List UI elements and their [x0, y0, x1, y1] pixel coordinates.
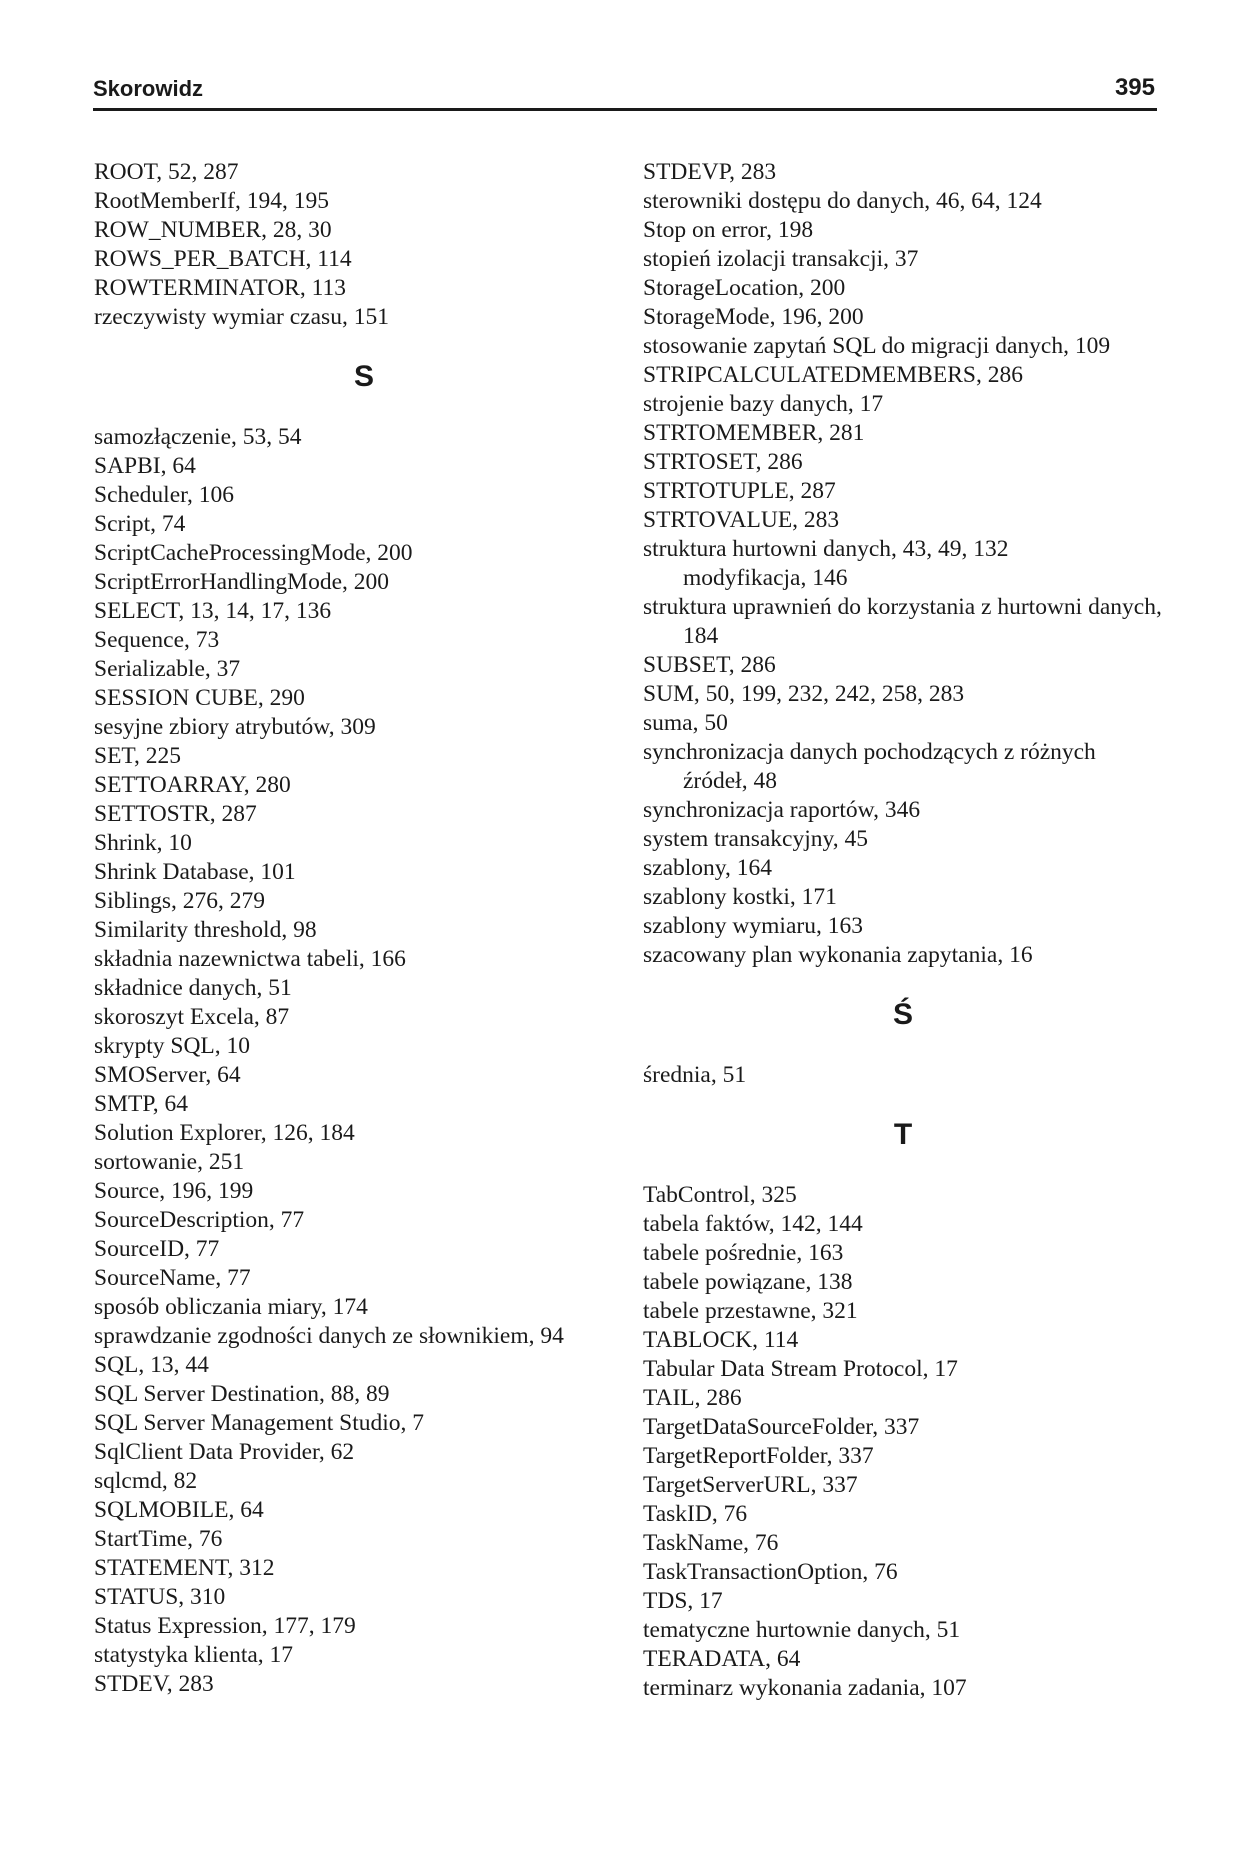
index-entry: synchronizacja raportów, 346 [643, 797, 921, 823]
index-entry: Status Expression, 177, 179 [94, 1613, 356, 1639]
index-entry: SESSION CUBE, 290 [94, 685, 305, 711]
index-entry: skrypty SQL, 10 [94, 1033, 251, 1059]
index-entry: suma, 50 [643, 710, 728, 736]
running-header [93, 72, 1157, 111]
index-entry: TABLOCK, 114 [643, 1327, 799, 1353]
index-entry: ROOT, 52, 287 [94, 159, 239, 185]
index-entry: STDEVP, 283 [643, 159, 777, 185]
index-entry: ROWTERMINATOR, 113 [94, 275, 346, 301]
index-entry: sesyjne zbiory atrybutów, 309 [94, 714, 376, 740]
index-entry: SELECT, 13, 14, 17, 136 [94, 598, 332, 624]
index-entry: ScriptCacheProcessingMode, 200 [94, 540, 413, 566]
index-entry: TargetReportFolder, 337 [643, 1443, 874, 1469]
index-entry: SETTOARRAY, 280 [94, 772, 291, 798]
index-entry: Similarity threshold, 98 [94, 917, 317, 943]
index-entry: składnia nazewnictwa tabeli, 166 [94, 946, 406, 972]
index-entry: strojenie bazy danych, 17 [643, 391, 884, 417]
index-entry: sqlcmd, 82 [94, 1468, 198, 1494]
index-entry: sortowanie, 251 [94, 1149, 245, 1175]
index-entry: Sequence, 73 [94, 627, 220, 653]
index-entry: Source, 196, 199 [94, 1178, 254, 1204]
index-entry: sposób obliczania miary, 174 [94, 1294, 368, 1320]
index-entry: szablony kostki, 171 [643, 884, 837, 910]
index-entry: szablony, 164 [643, 855, 773, 881]
index-entry: synchronizacja danych pochodzących z różnych źródeł, 48 [643, 739, 1096, 794]
index-entry: STATUS, 310 [94, 1584, 226, 1610]
index-group-s-acute [643, 1061, 1163, 1090]
index-entry: TAIL, 286 [643, 1385, 742, 1411]
index-entry: SUM, 50, 199, 232, 242, 258, 283 [643, 681, 965, 707]
index-entry: SET, 225 [94, 743, 182, 769]
index-entry: SETTOSTR, 287 [94, 801, 257, 827]
index-entry: tabele pośrednie, 163 [643, 1240, 844, 1266]
index-entry: stosowanie zapytań SQL do migracji danych, 109 [643, 333, 1111, 359]
index-entry: skoroszyt Excela, 87 [94, 1004, 290, 1030]
index-entry: SourceName, 77 [94, 1265, 251, 1291]
index-entry: SQL Server Destination, 88, 89 [94, 1381, 390, 1407]
index-group-r-continued [94, 158, 634, 332]
index-entry: STATEMENT, 312 [94, 1555, 275, 1581]
index-entry: tabela faktów, 142, 144 [643, 1211, 863, 1237]
index-entry: TabControl, 325 [643, 1182, 797, 1208]
index-entry: Script, 74 [94, 511, 186, 537]
page-number: 395 [1114, 74, 1155, 101]
index-entry: struktura uprawnień do korzystania z hurtowni danych, 184 [643, 594, 1162, 649]
index-entry: StorageLocation, 200 [643, 275, 846, 301]
index-entry: Solution Explorer, 126, 184 [94, 1120, 355, 1146]
index-entry: szablony wymiaru, 163 [643, 913, 863, 939]
index-entry: ROWS_PER_BATCH, 114 [94, 246, 352, 272]
index-entry: STDEV, 283 [94, 1671, 214, 1697]
index-entry: STRIPCALCULATEDMEMBERS, 286 [643, 362, 1023, 388]
index-entry: RootMemberIf, 194, 195 [94, 188, 329, 214]
index-group-t [643, 1181, 1163, 1703]
index-column-left [94, 158, 634, 1699]
index-entry: Shrink Database, 101 [94, 859, 296, 885]
index-subentry: modyfikacja, 146 [683, 565, 848, 591]
index-entry: STRTOVALUE, 283 [643, 507, 840, 533]
index-column-right [643, 158, 1163, 1703]
index-group-s [94, 423, 634, 1699]
index-entry: system transakcyjny, 45 [643, 826, 868, 852]
index-entry: tematyczne hurtownie danych, 51 [643, 1617, 961, 1643]
index-entry: tabele powiązane, 138 [643, 1269, 853, 1295]
index-entry: ScriptErrorHandlingMode, 200 [94, 569, 390, 595]
index-entry: STRTOSET, 286 [643, 449, 803, 475]
index-entry: składnice danych, 51 [94, 975, 292, 1001]
index-entry: SourceID, 77 [94, 1236, 220, 1262]
section-letter-s-acute: Ś [892, 998, 913, 1031]
index-entry: SMTP, 64 [94, 1091, 189, 1117]
index-group-s-continued-b [643, 651, 1163, 738]
index-entry: sprawdzanie zgodności danych ze słownikiem, 94 [94, 1323, 564, 1349]
index-entry: SUBSET, 286 [643, 652, 776, 678]
index-entry: SourceDescription, 77 [94, 1207, 305, 1233]
index-entry: stopień izolacji transakcji, 37 [643, 246, 919, 272]
section-letter-t: T [893, 1118, 913, 1151]
index-entry: SQL Server Management Studio, 7 [94, 1410, 425, 1436]
index-entry: struktura hurtowni danych, 43, 49, 132 [643, 536, 1009, 562]
index-entry: SqlClient Data Provider, 62 [94, 1439, 355, 1465]
index-entry: TERADATA, 64 [643, 1646, 801, 1672]
running-title: Skorowidz [93, 76, 204, 101]
index-entry: Shrink, 10 [94, 830, 192, 856]
index-entry: SMOServer, 64 [94, 1062, 241, 1088]
section-letter-s: S [353, 360, 374, 393]
index-entry: TaskID, 76 [643, 1501, 748, 1527]
index-entry: TargetServerURL, 337 [643, 1472, 858, 1498]
index-entry: statystyka klienta, 17 [94, 1642, 294, 1668]
index-entry: samozłączenie, 53, 54 [94, 424, 302, 450]
index-entry: Siblings, 276, 279 [94, 888, 266, 914]
index-entry: TDS, 17 [643, 1588, 723, 1614]
index-entry: StorageMode, 196, 200 [643, 304, 864, 330]
index-entry: tabele przestawne, 321 [643, 1298, 858, 1324]
index-group-s-continued-a [643, 158, 1163, 564]
index-entry: Stop on error, 198 [643, 217, 814, 243]
index-entry: TaskName, 76 [643, 1530, 779, 1556]
index-entry: TargetDataSourceFolder, 337 [643, 1414, 920, 1440]
index-entry: TaskTransactionOption, 76 [643, 1559, 898, 1585]
index-entry: StartTime, 76 [94, 1526, 223, 1552]
index-group-s-continued-c [643, 796, 1163, 970]
index-entry: średnia, 51 [643, 1062, 747, 1088]
index-entry: SAPBI, 64 [94, 453, 196, 479]
index-entry: Serializable, 37 [94, 656, 241, 682]
index-entry: STRTOMEMBER, 281 [643, 420, 865, 446]
index-entry: Tabular Data Stream Protocol, 17 [643, 1356, 958, 1382]
index-entry: szacowany plan wykonania zapytania, 16 [643, 942, 1033, 968]
index-entry: terminarz wykonania zadania, 107 [643, 1675, 967, 1701]
index-entry: SQLMOBILE, 64 [94, 1497, 264, 1523]
index-entry: ROW_NUMBER, 28, 30 [94, 217, 332, 243]
index-entry: sterowniki dostępu do danych, 46, 64, 124 [643, 188, 1042, 214]
index-entry: STRTOTUPLE, 287 [643, 478, 836, 504]
index-entry: rzeczywisty wymiar czasu, 151 [94, 304, 389, 330]
index-entry: Scheduler, 106 [94, 482, 235, 508]
index-entry: SQL, 13, 44 [94, 1352, 209, 1378]
